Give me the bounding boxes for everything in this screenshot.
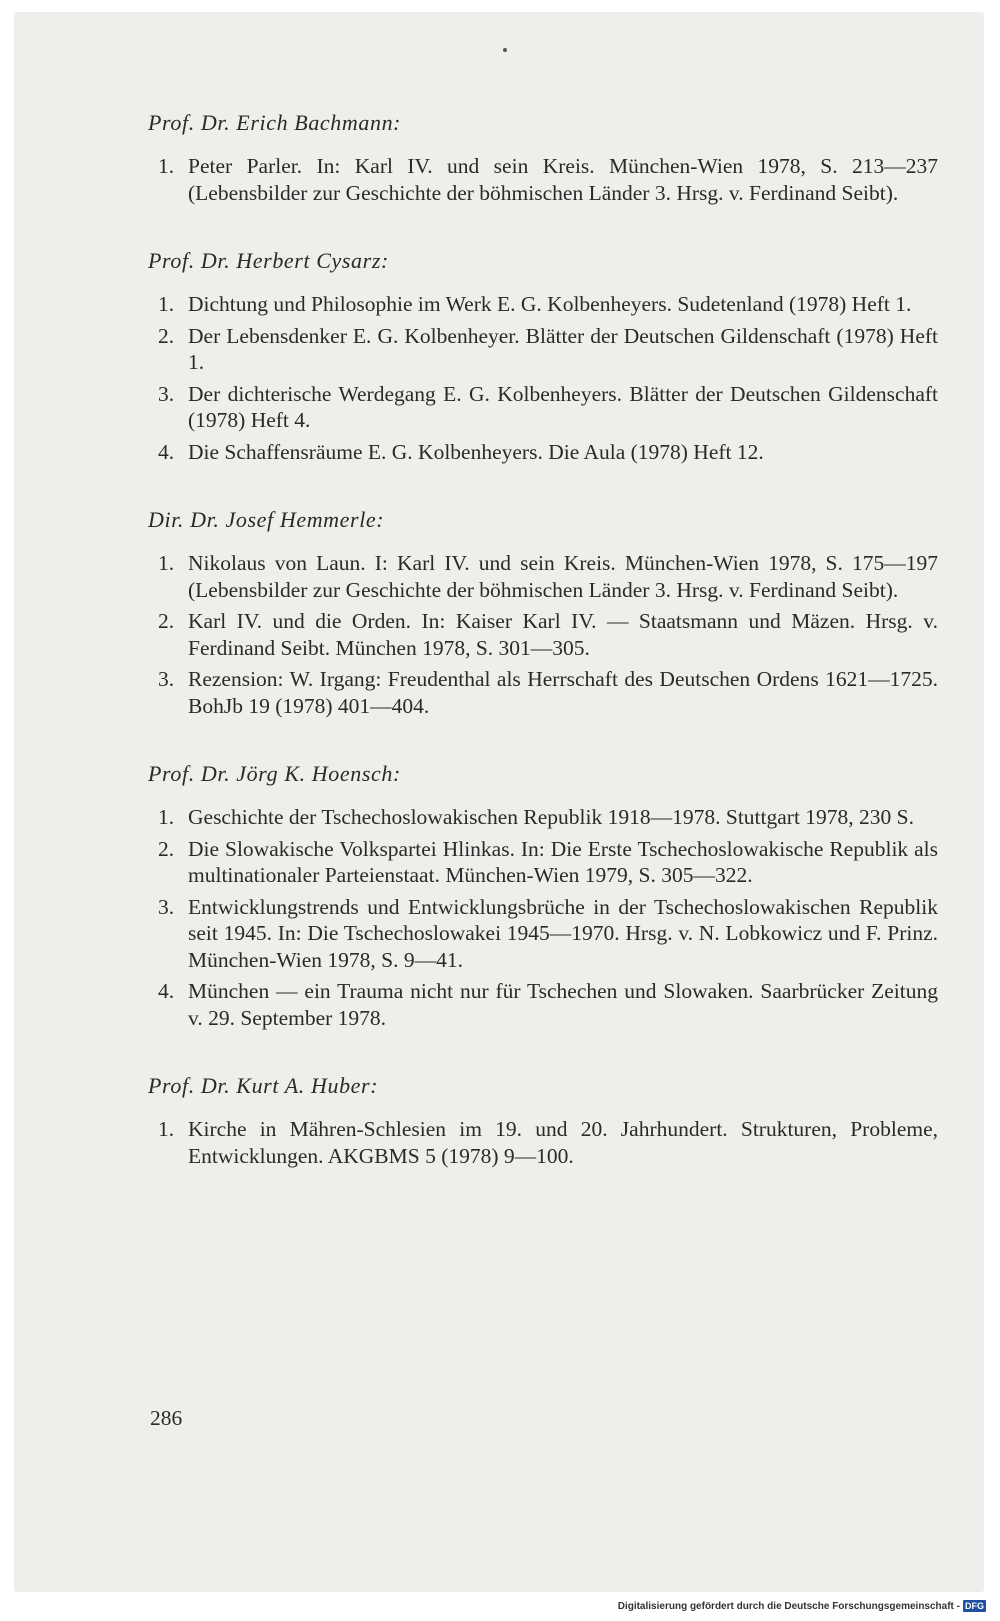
item-text: Nikolaus von Laun. I: Karl IV. und sein Kreis. München-Wien 1978, S. 175—197 (Lebensbilder zur Geschichte der böhmischen Länder 3. Hrsg. v. Ferdinand Seibt). xyxy=(188,551,938,602)
item-number: 4. xyxy=(158,439,175,464)
item-number: 3. xyxy=(158,894,175,919)
item-number: 2. xyxy=(158,836,175,861)
list-item xyxy=(148,894,938,974)
list-item xyxy=(148,439,938,466)
item-number: 4. xyxy=(158,979,175,1003)
author-heading: Dir. Dr. Josef Hemmerle: xyxy=(148,507,385,532)
item-text: Peter Parler. In: Karl IV. und sein Kreis. München-Wien 1978, S. 213—237 (Lebensbilder zur Geschichte der böhmischen Länder 3. Hrsg. v. Ferdinand Seibt). xyxy=(188,154,938,205)
author-heading: Prof. Dr. Kurt A. Huber: xyxy=(148,1073,379,1098)
section-cysarz xyxy=(148,246,938,465)
author-heading: Prof. Dr. Jörg K. Hoensch: xyxy=(148,761,401,786)
list-item xyxy=(148,666,938,719)
list-item xyxy=(148,323,938,376)
item-number: 2. xyxy=(158,609,175,633)
list-item xyxy=(148,381,938,434)
item-number: 1. xyxy=(158,154,175,178)
item-text: Rezension: W. Irgang: Freudenthal als Herrschaft des Deutschen Ordens 1621—1725. BohJb 19 (1978) 401—404. xyxy=(188,667,938,718)
item-text: Die Slowakische Volkspartei Hlinkas. In: Die Erste Tschechoslowakische Republik als multinationaler Parteienstaat. München-Wien 1979, S. 305—322. xyxy=(188,836,938,887)
list-item xyxy=(148,836,938,889)
list-item xyxy=(148,291,938,318)
item-text: Dichtung und Philosophie im Werk E. G. Kolbenheyers. Sudetenland (1978) Heft 1. xyxy=(188,292,912,316)
item-text: Karl IV. und die Orden. In: Kaiser Karl IV. — Staatsmann und Mäzen. Hrsg. v. Ferdinand Seibt. München 1978, S. 301—305. xyxy=(188,609,938,660)
item-number: 3. xyxy=(158,381,175,406)
item-number: 1. xyxy=(158,805,175,829)
list-item xyxy=(148,978,938,1031)
section-bachmann xyxy=(148,108,938,206)
item-text: Die Schaffensräume E. G. Kolbenheyers. Die Aula (1978) Heft 12. xyxy=(188,439,764,464)
bibliography-content xyxy=(148,108,938,1209)
item-number: 3. xyxy=(158,667,175,691)
list-item xyxy=(148,804,938,831)
list-item xyxy=(148,550,938,603)
item-text: Der Lebensdenker E. G. Kolbenheyer. Blätter der Deutschen Gildenschaft (1978) Heft 1. xyxy=(188,323,938,374)
author-heading: Prof. Dr. Erich Bachmann: xyxy=(148,110,402,135)
section-hoensch xyxy=(148,759,938,1031)
item-number: 1. xyxy=(158,551,175,575)
item-text: Kirche in Mähren-Schlesien im 19. und 20. Jahrhundert. Strukturen, Probleme, Entwicklungen. AKGBMS 5 (1978) 9—100. xyxy=(188,1117,938,1168)
author-heading: Prof. Dr. Herbert Cysarz: xyxy=(148,248,389,273)
item-text: München — ein Trauma nicht nur für Tschechen und Slowaken. Saarbrücker Zeitung v. 29. September 1978. xyxy=(188,979,938,1030)
dfg-logo: DFG xyxy=(965,1601,984,1611)
list-item xyxy=(148,1116,938,1169)
list-item xyxy=(148,153,938,206)
list-item xyxy=(148,608,938,661)
item-number: 2. xyxy=(158,323,175,348)
item-number: 1. xyxy=(158,292,175,316)
item-text: Geschichte der Tschechoslowakischen Republik 1918—1978. Stuttgart 1978, 230 S. xyxy=(188,805,915,829)
item-number: 1. xyxy=(158,1117,175,1141)
section-huber xyxy=(148,1071,938,1169)
page-number: 286 xyxy=(150,1406,183,1430)
footer-text: Digitalisierung gefördert durch die Deutsche Forschungsgemeinschaft - xyxy=(617,1600,960,1612)
item-text: Der dichterische Werdegang E. G. Kolbenheyers. Blätter der Deutschen Gildenschaft (1978) Heft 4. xyxy=(188,381,938,432)
speck-mark xyxy=(503,48,507,52)
section-hemmerle xyxy=(148,505,938,719)
item-text: Entwicklungstrends und Entwicklungsbrüche in der Tschechoslowakischen Republik seit 1945. In: Die Tschechoslowakei 1945—1970. Hrsg. v. N. Lobkowicz und F. Prinz. München-Wien 1978, S. 9—41. xyxy=(188,894,938,972)
digitization-footer xyxy=(618,1600,986,1612)
